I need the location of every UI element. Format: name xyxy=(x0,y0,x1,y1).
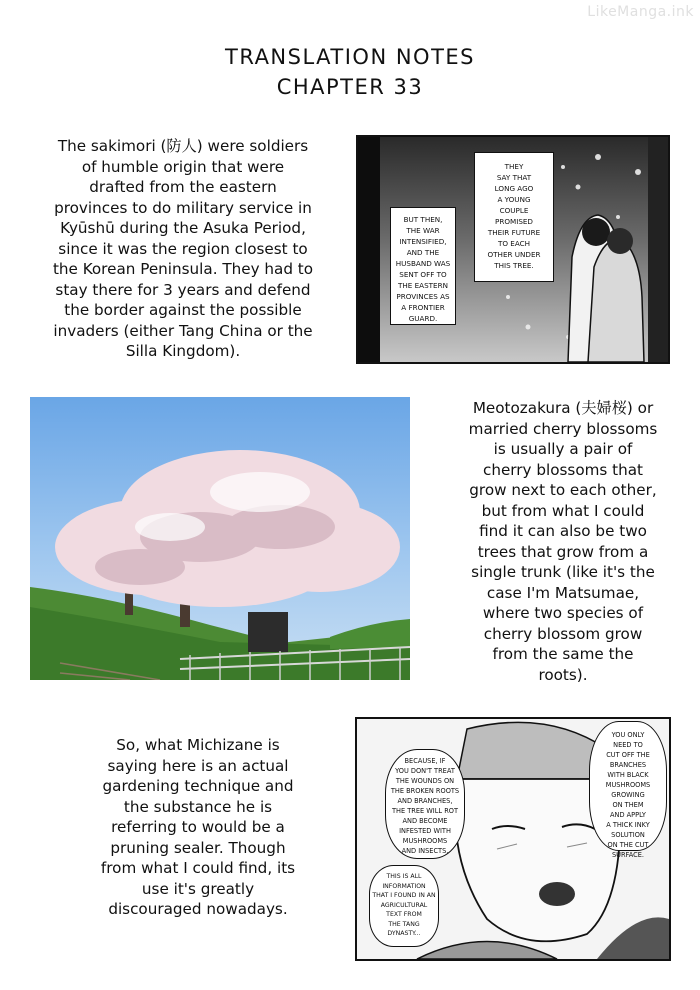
text-line: find it can also be two xyxy=(479,522,647,540)
text-line: Silla Kingdom). xyxy=(125,342,241,360)
text-line: SOLUTION xyxy=(611,831,645,839)
speech-bubble-war xyxy=(390,207,456,325)
text-line: AND APPLY xyxy=(610,811,646,819)
text-line: TO EACH xyxy=(497,239,531,248)
text-line: AGRICULTURAL xyxy=(380,901,428,909)
text-line: BRANCHES xyxy=(609,761,647,769)
note-meotozakura xyxy=(428,398,698,685)
text-line: use it's greatly xyxy=(141,879,255,898)
text-line: GROWING xyxy=(611,791,645,799)
text-line: the border against the possible xyxy=(64,301,302,319)
text-line: GUARD. xyxy=(408,314,438,323)
text-line: YOU ONLY xyxy=(611,731,645,739)
text-line: THE EASTERN xyxy=(398,281,448,290)
text-line: THE TANG xyxy=(388,920,420,928)
manga-panel-couple xyxy=(356,135,670,364)
text-line: BECAUSE, IF xyxy=(404,757,446,765)
title-line-2: CHAPTER 33 xyxy=(276,75,424,99)
text-line: INTENSIFIED, xyxy=(399,237,447,246)
text-line: THEY xyxy=(504,162,524,171)
speech-bubble-promise xyxy=(474,152,554,282)
text-line: where two species of xyxy=(482,604,644,622)
text-line: SURFACE. xyxy=(611,851,645,859)
text-line: The sakimori (防人) were soldiers xyxy=(57,137,309,155)
text-line: INFORMATION xyxy=(382,882,426,890)
text-line: INFESTED WITH xyxy=(399,827,451,835)
text-line: Kyūshū during the Asuka Period, xyxy=(60,219,306,237)
text-line: SENT OFF TO xyxy=(399,270,447,279)
text-line: COUPLE xyxy=(499,206,529,215)
text-line: from the same the xyxy=(492,645,634,663)
text-line: grow next to each other, xyxy=(469,481,657,499)
text-line: AND BRANCHES, xyxy=(397,797,453,805)
text-line: AND BECOME xyxy=(402,817,448,825)
text-line: saying here is an actual xyxy=(107,756,289,775)
text-line: PROVINCES AS xyxy=(396,292,450,301)
note-sakimori xyxy=(28,136,338,362)
text-line: THE BROKEN ROOTS xyxy=(390,787,460,795)
text-line: discouraged nowadays. xyxy=(108,900,288,918)
text-line: roots). xyxy=(538,665,588,684)
cherry-tree-scene xyxy=(30,397,410,680)
text-line: ON THE CUT xyxy=(607,841,649,849)
text-line: single trunk (like it's the xyxy=(471,563,655,581)
text-line: gardening technique and xyxy=(102,777,294,795)
page-title xyxy=(0,42,700,102)
text-line: CUT OFF THE xyxy=(606,751,650,759)
text-line: case I'm Matsumae, xyxy=(486,583,640,602)
text-line: A THICK INKY xyxy=(606,821,650,829)
text-line: but from what I could xyxy=(481,501,645,520)
text-line: PROMISED xyxy=(495,217,533,226)
text-line: HUSBAND WAS xyxy=(395,259,451,268)
text-line: Meotozakura (夫婦桜) or xyxy=(472,399,654,417)
speech-bubble-wounds xyxy=(385,749,465,859)
text-line: ON THEM xyxy=(612,801,644,809)
text-line: THE WOUNDS ON xyxy=(395,777,455,785)
text-line: THAT I FOUND IN AN xyxy=(372,892,436,899)
text-line: AND INSECTS. xyxy=(401,847,449,855)
text-line: THIS IS ALL xyxy=(386,873,422,880)
text-line: A FRONTIER xyxy=(401,303,445,312)
text-line: from what I could find, its xyxy=(100,859,296,877)
text-line: THEIR FUTURE xyxy=(487,228,541,237)
text-line: the Korean Peninsula. They had to xyxy=(52,260,314,278)
title-line-1: TRANSLATION NOTES xyxy=(225,45,475,69)
text-line: since it was the region closest to xyxy=(58,239,308,258)
text-line: A YOUNG xyxy=(497,195,531,204)
text-line: THE WAR xyxy=(406,226,440,235)
text-line: cherry blossoms that xyxy=(482,460,643,479)
text-line: THIS TREE. xyxy=(494,261,534,270)
cherry-blossom-photo xyxy=(30,397,410,680)
text-line: THE TREE WILL ROT xyxy=(392,807,458,815)
text-line: MUSHROOMS xyxy=(402,837,448,845)
text-line: provinces to do military service in xyxy=(54,198,312,217)
text-line: WITH BLACK xyxy=(607,771,649,779)
text-line: of humble origin that were xyxy=(81,157,285,176)
text-line: the substance he is xyxy=(123,797,273,816)
text-line: invaders (either Tang China or the xyxy=(53,321,313,340)
text-line: BUT THEN, xyxy=(403,215,443,224)
text-line: stay there for 3 years and defend xyxy=(55,280,311,299)
text-line: DYNASTY... xyxy=(387,930,421,937)
note-michizane xyxy=(68,735,328,920)
text-line: referring to would be a xyxy=(111,818,285,836)
watermark: LikeManga.ink xyxy=(587,4,694,20)
text-line: NEED TO xyxy=(613,741,643,749)
text-line: is usually a pair of xyxy=(493,440,633,458)
manga-panel-michizane xyxy=(355,717,671,961)
text-line: pruning sealer. Though xyxy=(110,838,286,857)
text-line: cherry blossom grow xyxy=(483,624,643,643)
text-line: AND THE xyxy=(406,248,440,257)
text-line: OTHER UNDER xyxy=(487,250,541,259)
text-line: LONG AGO xyxy=(494,184,534,193)
text-line: TEXT FROM xyxy=(386,911,422,918)
text-line: MUSHROOMS xyxy=(605,781,651,789)
speech-bubble-tang-text xyxy=(369,865,439,947)
text-line: YOU DON'T TREAT xyxy=(395,767,455,775)
text-line: trees that grow from a xyxy=(477,542,649,561)
text-line: married cherry blossoms xyxy=(468,419,658,438)
speech-bubble-mushrooms xyxy=(589,721,667,859)
text-line: SAY THAT xyxy=(496,173,532,182)
text-line: So, what Michizane is xyxy=(116,736,280,754)
text-line: drafted from the eastern xyxy=(89,178,277,196)
